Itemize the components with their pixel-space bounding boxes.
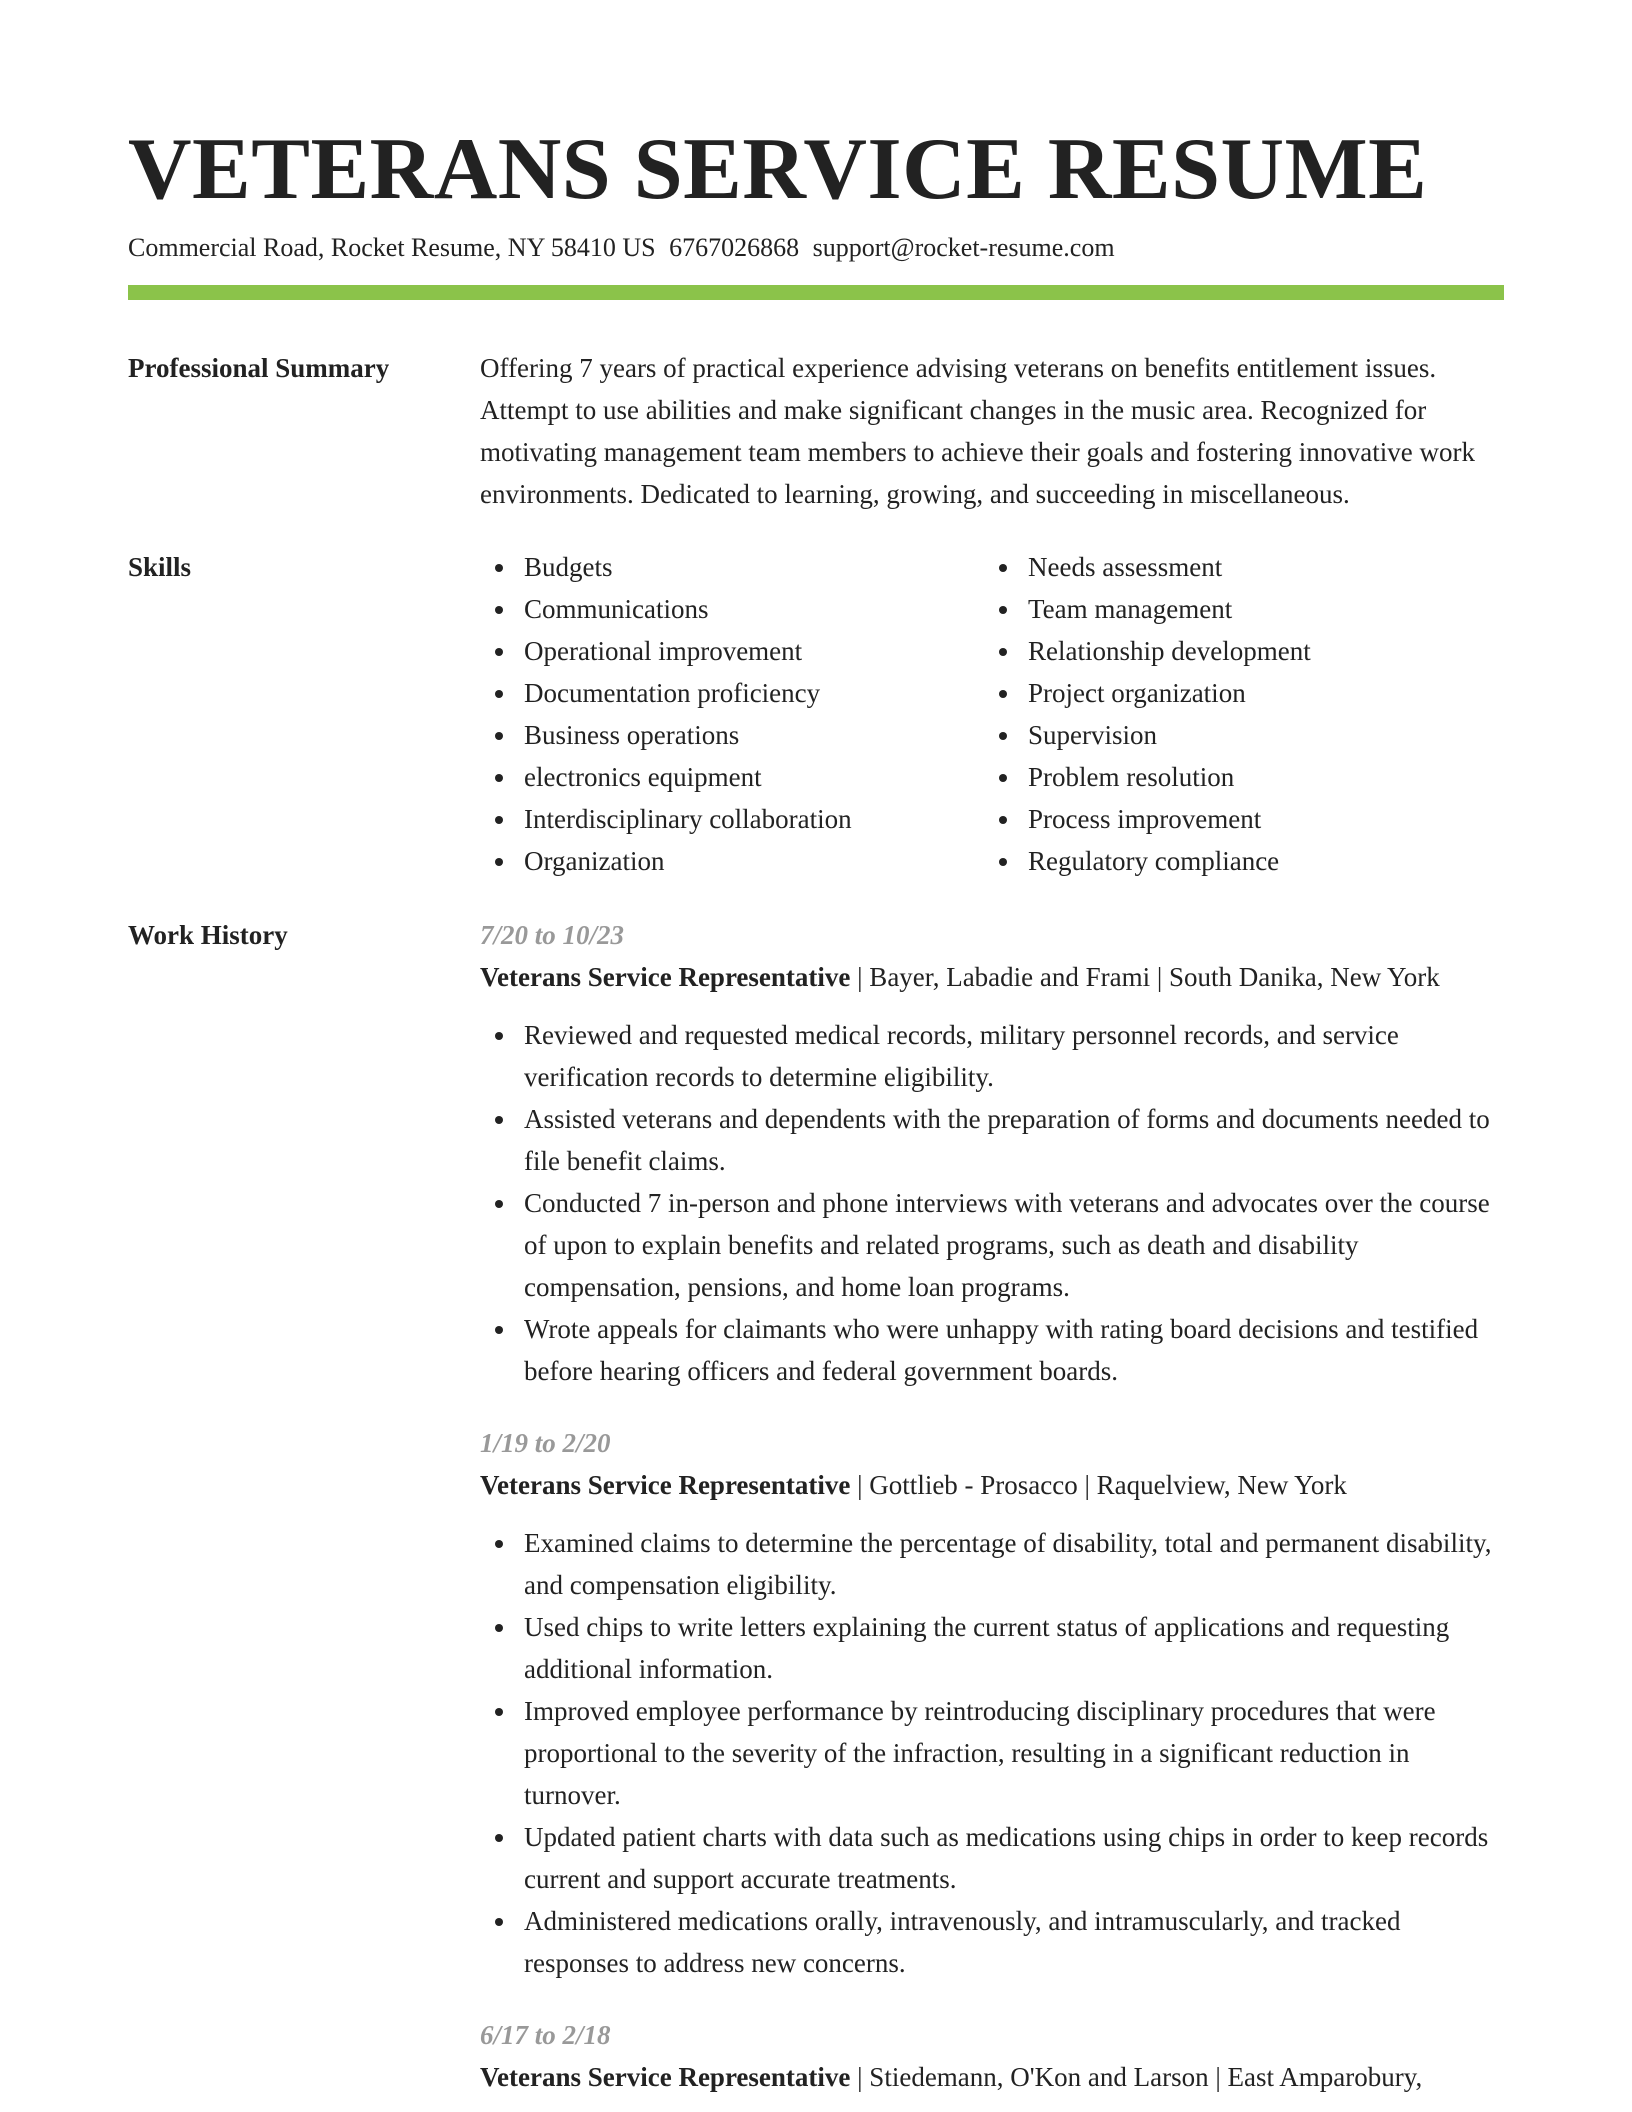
job-bullet: Administered medications orally, intravenously, and intramuscularly, and tracked responses to address new concerns. (480, 1900, 1504, 1984)
skill-item: Interdisciplinary collaboration (480, 798, 984, 840)
resume-title: VETERANS SERVICE RESUME (128, 121, 1428, 218)
job-title: Veterans Service Representative (480, 1470, 851, 1500)
job-header (480, 2056, 1504, 2098)
job-title: Veterans Service Representative (480, 2062, 851, 2092)
skills-list-left (480, 546, 984, 882)
skill-item: Supervision (984, 714, 1488, 756)
skill-item: Problem resolution (984, 756, 1488, 798)
skill-item: Needs assessment (984, 546, 1488, 588)
skill-item: Relationship development (984, 630, 1488, 672)
phone-number: 6767026868 (669, 233, 800, 262)
skill-item: Communications (480, 588, 984, 630)
skill-item: Documentation proficiency (480, 672, 984, 714)
job-bullet: Improved employee performance by reintroducing disciplinary procedures that were proportional to the severity of the infraction, resulting in a significant reduction in turnover. (480, 1690, 1504, 1816)
job-bullet: Wrote appeals for claimants who were unhappy with rating board decisions and testified before hearing officers and federal government boards. (480, 1308, 1504, 1392)
job-bullet-list (480, 1522, 1504, 1984)
skill-item: Project organization (984, 672, 1488, 714)
skills-list-right (984, 546, 1488, 882)
summary-heading: Professional Summary (128, 353, 390, 383)
contact-line (128, 228, 1115, 268)
job-dates: 6/17 to 2/18 (480, 2020, 611, 2050)
summary-text: Offering 7 years of practical experience advising veterans on benefits entitlement issues. Attempt to use abilities and make significant changes in the music area. Recognized for motivating management team members to achieve their goals and fostering innovative work environments. Dedicated to learning, growing, and succeeding in miscellaneous. (480, 353, 1475, 509)
job-bullet: Assisted veterans and dependents with the preparation of forms and documents needed to file benefit claims. (480, 1098, 1504, 1182)
skill-item: Business operations (480, 714, 984, 756)
skill-item: Budgets (480, 546, 984, 588)
job-entry (480, 914, 1504, 1392)
job-details: | Stiedemann, O'Kon and Larson | East Amparobury, (850, 2062, 1423, 2092)
job-dates: 1/19 to 2/20 (480, 1428, 611, 1458)
job-entry (480, 2014, 1504, 2098)
job-details: | Bayer, Labadie and Frami | South Danika, New York (850, 962, 1440, 992)
work-history-heading: Work History (128, 920, 288, 950)
job-header (480, 956, 1504, 998)
skill-item: electronics equipment (480, 756, 984, 798)
job-entry (480, 1422, 1504, 1984)
email-address: support@rocket-resume.com (812, 233, 1115, 262)
job-bullet: Examined claims to determine the percentage of disability, total and permanent disability, and compensation eligibility. (480, 1522, 1504, 1606)
skill-item: Team management (984, 588, 1488, 630)
skill-item: Process improvement (984, 798, 1488, 840)
header-divider (128, 285, 1504, 300)
job-bullet: Reviewed and requested medical records, military personnel records, and service verification records to determine eligibility. (480, 1014, 1504, 1098)
job-bullet-list (480, 1014, 1504, 1392)
job-bullet: Used chips to write letters explaining the current status of applications and requesting additional information. (480, 1606, 1504, 1690)
job-bullet: Updated patient charts with data such as medications using chips in order to keep records current and support accurate treatments. (480, 1816, 1504, 1900)
skill-item: Operational improvement (480, 630, 984, 672)
job-bullet: Conducted 7 in-person and phone interviews with veterans and advocates over the course of upon to explain benefits and related programs, such as death and disability compensation, pensions, and home loan programs. (480, 1182, 1504, 1308)
skill-item: Organization (480, 840, 984, 882)
job-header (480, 1464, 1504, 1506)
skills-heading: Skills (128, 552, 192, 582)
job-details: | Gottlieb - Prosacco | Raquelview, New York (850, 1470, 1347, 1500)
job-dates: 7/20 to 10/23 (480, 920, 625, 950)
skill-item: Regulatory compliance (984, 840, 1488, 882)
job-title: Veterans Service Representative (480, 962, 851, 992)
address: Commercial Road, Rocket Resume, NY 58410 US (128, 233, 656, 262)
